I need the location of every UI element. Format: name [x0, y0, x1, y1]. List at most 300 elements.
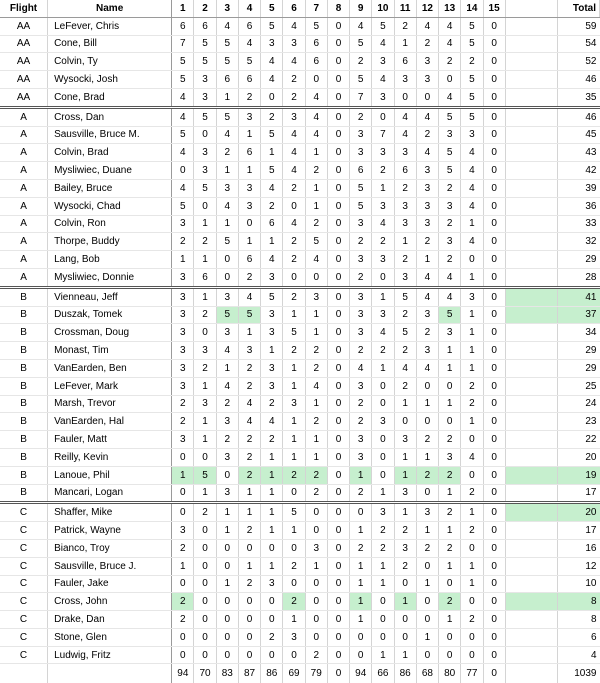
score-cell: 0 — [372, 268, 394, 287]
name-cell: Bianco, Troy — [48, 539, 172, 557]
score-cell: 3 — [194, 395, 216, 413]
total-cell: 35 — [558, 88, 600, 107]
table-row — [0, 484, 600, 503]
flight-cell: A — [0, 215, 48, 233]
spacer-cell — [505, 664, 558, 683]
flight-cell: B — [0, 306, 48, 324]
round-total-cell: 79 — [305, 664, 327, 683]
total-cell: 24 — [558, 395, 600, 413]
score-cell: 5 — [372, 17, 394, 35]
spacer-cell — [505, 268, 558, 287]
score-cell: 0 — [483, 575, 505, 593]
score-cell: 4 — [261, 53, 283, 71]
name-cell: Stone, Glen — [48, 628, 172, 646]
score-cell: 2 — [350, 268, 372, 287]
flight-cell: C — [0, 522, 48, 540]
score-cell: 1 — [461, 215, 483, 233]
score-cell: 2 — [394, 306, 416, 324]
score-cell: 3 — [172, 268, 194, 287]
spacer-cell — [505, 646, 558, 664]
score-cell: 0 — [483, 306, 505, 324]
score-cell: 0 — [283, 197, 305, 215]
score-cell: 5 — [216, 35, 238, 53]
score-cell: 1 — [283, 413, 305, 431]
score-cell: 6 — [394, 53, 416, 71]
score-cell: 2 — [372, 342, 394, 360]
score-cell: 5 — [350, 179, 372, 197]
score-cell: 0 — [327, 17, 349, 35]
score-cell: 0 — [372, 593, 394, 611]
score-cell: 4 — [261, 179, 283, 197]
score-cell: 2 — [394, 557, 416, 575]
spacer-cell — [505, 324, 558, 342]
totals-row — [0, 664, 600, 683]
spacer-cell — [505, 35, 558, 53]
total-cell: 8 — [558, 611, 600, 629]
round-header: 14 — [461, 0, 483, 17]
flight-cell: B — [0, 359, 48, 377]
score-cell: 1 — [416, 395, 438, 413]
name-cell: Shaffer, Mike — [48, 503, 172, 522]
total-cell: 34 — [558, 324, 600, 342]
spacer-cell — [505, 557, 558, 575]
score-cell: 2 — [394, 251, 416, 269]
spacer-cell — [505, 522, 558, 540]
score-cell: 1 — [439, 484, 461, 503]
score-cell: 1 — [372, 179, 394, 197]
score-cell: 0 — [483, 359, 505, 377]
score-cell: 6 — [238, 71, 260, 89]
score-cell: 0 — [350, 646, 372, 664]
score-cell: 1 — [305, 144, 327, 162]
score-cell: 5 — [194, 53, 216, 71]
score-cell: 2 — [261, 628, 283, 646]
score-cell: 2 — [194, 306, 216, 324]
round-header: 11 — [394, 0, 416, 17]
score-cell: 6 — [194, 268, 216, 287]
score-cell: 4 — [416, 359, 438, 377]
score-cell: 4 — [461, 144, 483, 162]
spacer-cell — [505, 17, 558, 35]
score-cell: 1 — [238, 503, 260, 522]
score-cell: 5 — [261, 287, 283, 306]
score-cell: 2 — [194, 233, 216, 251]
flight-cell: A — [0, 162, 48, 180]
score-cell: 3 — [394, 215, 416, 233]
score-cell: 6 — [350, 162, 372, 180]
name-cell: Fauler, Matt — [48, 431, 172, 449]
score-cell: 3 — [283, 35, 305, 53]
flight-cell: C — [0, 611, 48, 629]
score-cell: 0 — [327, 162, 349, 180]
score-cell: 0 — [350, 628, 372, 646]
score-cell: 2 — [350, 395, 372, 413]
score-cell: 5 — [461, 88, 483, 107]
score-cell: 0 — [372, 395, 394, 413]
score-cell: 4 — [394, 126, 416, 144]
flight-cell: AA — [0, 71, 48, 89]
score-cell: 0 — [483, 162, 505, 180]
score-cell: 0 — [461, 628, 483, 646]
score-cell: 3 — [372, 53, 394, 71]
score-cell: 5 — [461, 107, 483, 126]
round-total-cell: 0 — [483, 664, 505, 683]
total-cell: 36 — [558, 197, 600, 215]
score-cell: 1 — [283, 306, 305, 324]
score-cell: 1 — [394, 593, 416, 611]
name-header: Name — [48, 0, 172, 17]
score-cell: 2 — [416, 431, 438, 449]
score-cell: 0 — [172, 575, 194, 593]
table-row — [0, 522, 600, 540]
score-cell: 4 — [238, 413, 260, 431]
round-header: 6 — [283, 0, 305, 17]
score-cell: 0 — [483, 628, 505, 646]
spacer-cell — [505, 466, 558, 484]
score-cell: 0 — [327, 179, 349, 197]
spacer-cell — [505, 287, 558, 306]
score-cell: 1 — [350, 522, 372, 540]
score-cell: 3 — [261, 359, 283, 377]
score-cell: 4 — [216, 377, 238, 395]
score-cell: 0 — [327, 484, 349, 503]
score-cell: 2 — [350, 107, 372, 126]
flight-cell: C — [0, 628, 48, 646]
score-cell: 3 — [416, 215, 438, 233]
name-cell: Reilly, Kevin — [48, 448, 172, 466]
spacer-cell — [505, 484, 558, 503]
score-cell: 4 — [439, 17, 461, 35]
score-cell: 0 — [416, 557, 438, 575]
score-cell: 0 — [439, 377, 461, 395]
score-cell: 0 — [194, 539, 216, 557]
score-cell: 6 — [394, 162, 416, 180]
table-row — [0, 197, 600, 215]
score-cell: 0 — [416, 413, 438, 431]
score-cell: 2 — [172, 593, 194, 611]
score-cell: 2 — [261, 197, 283, 215]
total-cell: 8 — [558, 593, 600, 611]
score-cell: 5 — [216, 306, 238, 324]
score-cell: 7 — [172, 35, 194, 53]
total-cell: 12 — [558, 557, 600, 575]
name-cell: Vienneau, Jeff — [48, 287, 172, 306]
score-cell: 1 — [305, 324, 327, 342]
score-cell: 5 — [439, 144, 461, 162]
name-cell: LeFever, Mark — [48, 377, 172, 395]
score-cell: 1 — [194, 215, 216, 233]
score-cell: 0 — [394, 611, 416, 629]
score-cell: 6 — [238, 17, 260, 35]
score-cell: 1 — [394, 503, 416, 522]
score-cell: 3 — [172, 522, 194, 540]
score-cell: 5 — [305, 17, 327, 35]
score-cell: 3 — [394, 431, 416, 449]
score-cell: 2 — [416, 35, 438, 53]
flight-cell: C — [0, 593, 48, 611]
table-row — [0, 71, 600, 89]
score-cell: 2 — [461, 377, 483, 395]
score-cell: 0 — [327, 215, 349, 233]
total-cell: 46 — [558, 71, 600, 89]
score-cell: 6 — [238, 251, 260, 269]
name-cell: VanEarden, Ben — [48, 359, 172, 377]
score-cell: 5 — [461, 35, 483, 53]
score-cell: 3 — [439, 324, 461, 342]
score-cell: 0 — [327, 522, 349, 540]
score-cell: 0 — [416, 377, 438, 395]
score-cell: 0 — [372, 431, 394, 449]
score-cell: 3 — [394, 539, 416, 557]
name-cell: Cone, Brad — [48, 88, 172, 107]
score-cell: 4 — [261, 413, 283, 431]
totals-flight-cell — [0, 664, 48, 683]
score-cell: 4 — [283, 162, 305, 180]
score-cell: 0 — [327, 448, 349, 466]
total-cell: 4 — [558, 646, 600, 664]
score-cell: 5 — [283, 324, 305, 342]
score-cell: 3 — [416, 342, 438, 360]
score-cell: 0 — [483, 522, 505, 540]
score-cell: 0 — [416, 484, 438, 503]
score-cell: 4 — [172, 107, 194, 126]
score-cell: 2 — [283, 71, 305, 89]
score-cell: 2 — [461, 395, 483, 413]
score-cell: 1 — [372, 557, 394, 575]
total-cell: 46 — [558, 107, 600, 126]
score-cell: 3 — [194, 144, 216, 162]
score-cell: 2 — [305, 359, 327, 377]
score-cell: 1 — [350, 466, 372, 484]
name-cell: Cross, Dan — [48, 107, 172, 126]
score-cell: 0 — [327, 593, 349, 611]
score-cell: 0 — [172, 162, 194, 180]
score-cell: 4 — [372, 215, 394, 233]
score-cell: 0 — [483, 215, 505, 233]
score-cell: 1 — [194, 287, 216, 306]
score-cell: 2 — [305, 342, 327, 360]
score-cell: 0 — [483, 557, 505, 575]
score-cell: 1 — [394, 646, 416, 664]
score-cell: 1 — [261, 233, 283, 251]
score-cell: 0 — [483, 539, 505, 557]
score-cell: 2 — [416, 466, 438, 484]
score-cell: 1 — [350, 575, 372, 593]
score-cell: 0 — [461, 539, 483, 557]
table-row — [0, 179, 600, 197]
score-cell: 0 — [283, 646, 305, 664]
score-cell: 3 — [216, 179, 238, 197]
score-cell: 5 — [194, 179, 216, 197]
score-cell: 0 — [439, 646, 461, 664]
score-cell: 3 — [194, 162, 216, 180]
flight-cell: A — [0, 197, 48, 215]
score-cell: 5 — [194, 107, 216, 126]
score-cell: 4 — [461, 233, 483, 251]
score-cell: 2 — [216, 431, 238, 449]
score-cell: 1 — [305, 557, 327, 575]
round-total-cell: 83 — [216, 664, 238, 683]
score-cell: 0 — [216, 268, 238, 287]
score-cell: 3 — [216, 287, 238, 306]
score-cell: 1 — [439, 359, 461, 377]
flight-cell: A — [0, 179, 48, 197]
score-cell: 1 — [238, 162, 260, 180]
score-cell: 3 — [394, 484, 416, 503]
score-cell: 0 — [327, 126, 349, 144]
score-cell: 0 — [194, 575, 216, 593]
spacer-cell — [505, 215, 558, 233]
spacer-cell — [505, 197, 558, 215]
score-cell: 1 — [283, 377, 305, 395]
score-cell: 1 — [216, 575, 238, 593]
score-cell: 1 — [216, 215, 238, 233]
score-cell: 5 — [305, 233, 327, 251]
total-cell: 19 — [558, 466, 600, 484]
score-cell: 2 — [238, 88, 260, 107]
score-cell: 1 — [394, 448, 416, 466]
score-cell: 1 — [216, 162, 238, 180]
score-cell: 3 — [261, 306, 283, 324]
score-cell: 0 — [216, 466, 238, 484]
score-cell: 4 — [416, 287, 438, 306]
score-cell: 5 — [350, 197, 372, 215]
score-cell: 4 — [216, 342, 238, 360]
score-cell: 0 — [439, 413, 461, 431]
score-cell: 2 — [416, 126, 438, 144]
round-total-cell: 87 — [238, 664, 260, 683]
spacer-cell — [505, 628, 558, 646]
score-cell: 0 — [327, 268, 349, 287]
score-cell: 0 — [327, 324, 349, 342]
score-cell: 1 — [305, 431, 327, 449]
score-cell: 4 — [416, 144, 438, 162]
score-cell: 3 — [172, 287, 194, 306]
total-cell: 20 — [558, 448, 600, 466]
score-cell: 0 — [327, 359, 349, 377]
score-cell: 0 — [216, 539, 238, 557]
score-cell: 2 — [439, 503, 461, 522]
score-cell: 2 — [439, 539, 461, 557]
table-row — [0, 628, 600, 646]
flight-cell: C — [0, 503, 48, 522]
score-cell: 4 — [305, 251, 327, 269]
score-cell: 4 — [394, 359, 416, 377]
score-cell: 0 — [261, 593, 283, 611]
score-cell: 4 — [350, 17, 372, 35]
total-cell: 28 — [558, 268, 600, 287]
total-cell: 10 — [558, 575, 600, 593]
score-cell: 0 — [327, 107, 349, 126]
score-cell: 1 — [305, 395, 327, 413]
score-cell: 1 — [172, 466, 194, 484]
score-cell: 0 — [261, 88, 283, 107]
score-cell: 3 — [172, 342, 194, 360]
spacer-cell — [505, 107, 558, 126]
flight-cell: A — [0, 233, 48, 251]
score-cell: 4 — [439, 88, 461, 107]
score-cell: 0 — [483, 251, 505, 269]
score-cell: 1 — [216, 522, 238, 540]
score-cell: 5 — [394, 287, 416, 306]
score-cell: 1 — [283, 359, 305, 377]
score-cell: 3 — [394, 268, 416, 287]
spacer-cell — [505, 162, 558, 180]
score-cell: 0 — [194, 197, 216, 215]
score-cell: 0 — [194, 611, 216, 629]
score-cell: 3 — [216, 484, 238, 503]
score-cell: 3 — [350, 215, 372, 233]
score-cell: 3 — [261, 575, 283, 593]
name-cell: VanEarden, Hal — [48, 413, 172, 431]
score-cell: 3 — [394, 144, 416, 162]
score-cell: 4 — [372, 324, 394, 342]
spacer-cell — [505, 593, 558, 611]
score-cell: 0 — [238, 611, 260, 629]
score-cell: 3 — [172, 377, 194, 395]
header-row — [0, 0, 600, 17]
score-cell: 5 — [439, 162, 461, 180]
score-cell: 4 — [394, 107, 416, 126]
round-total-cell: 70 — [194, 664, 216, 683]
score-cell: 3 — [172, 306, 194, 324]
flight-cell: C — [0, 557, 48, 575]
score-cell: 1 — [461, 413, 483, 431]
name-cell: Bailey, Bruce — [48, 179, 172, 197]
score-cell: 1 — [394, 395, 416, 413]
score-cell: 3 — [172, 359, 194, 377]
score-cell: 4 — [261, 71, 283, 89]
total-cell: 6 — [558, 628, 600, 646]
score-cell: 0 — [327, 413, 349, 431]
name-cell: Lanoue, Phil — [48, 466, 172, 484]
score-cell: 0 — [483, 268, 505, 287]
score-cell: 4 — [216, 126, 238, 144]
score-cell: 0 — [305, 522, 327, 540]
score-cell: 2 — [350, 539, 372, 557]
score-cell: 0 — [461, 646, 483, 664]
score-cell: 6 — [305, 53, 327, 71]
score-cell: 2 — [350, 233, 372, 251]
score-cell: 1 — [238, 324, 260, 342]
score-cell: 5 — [261, 126, 283, 144]
score-cell: 1 — [194, 431, 216, 449]
score-cell: 3 — [172, 324, 194, 342]
score-cell: 2 — [238, 522, 260, 540]
score-cell: 3 — [372, 197, 394, 215]
round-header: 12 — [416, 0, 438, 17]
score-cell: 1 — [439, 557, 461, 575]
score-cell: 6 — [238, 144, 260, 162]
score-cell: 0 — [483, 126, 505, 144]
score-cell: 2 — [238, 575, 260, 593]
score-cell: 0 — [305, 575, 327, 593]
total-cell: 59 — [558, 17, 600, 35]
score-cell: 4 — [172, 144, 194, 162]
table-row — [0, 233, 600, 251]
score-cell: 5 — [439, 107, 461, 126]
score-cell: 3 — [394, 197, 416, 215]
spacer-cell — [505, 306, 558, 324]
name-cell: Mysliwiec, Duane — [48, 162, 172, 180]
spacer-cell — [505, 448, 558, 466]
spacer-cell — [505, 575, 558, 593]
score-cell: 1 — [238, 484, 260, 503]
score-cell: 0 — [327, 575, 349, 593]
score-cell: 2 — [439, 466, 461, 484]
score-cell: 0 — [327, 306, 349, 324]
table-row — [0, 287, 600, 306]
